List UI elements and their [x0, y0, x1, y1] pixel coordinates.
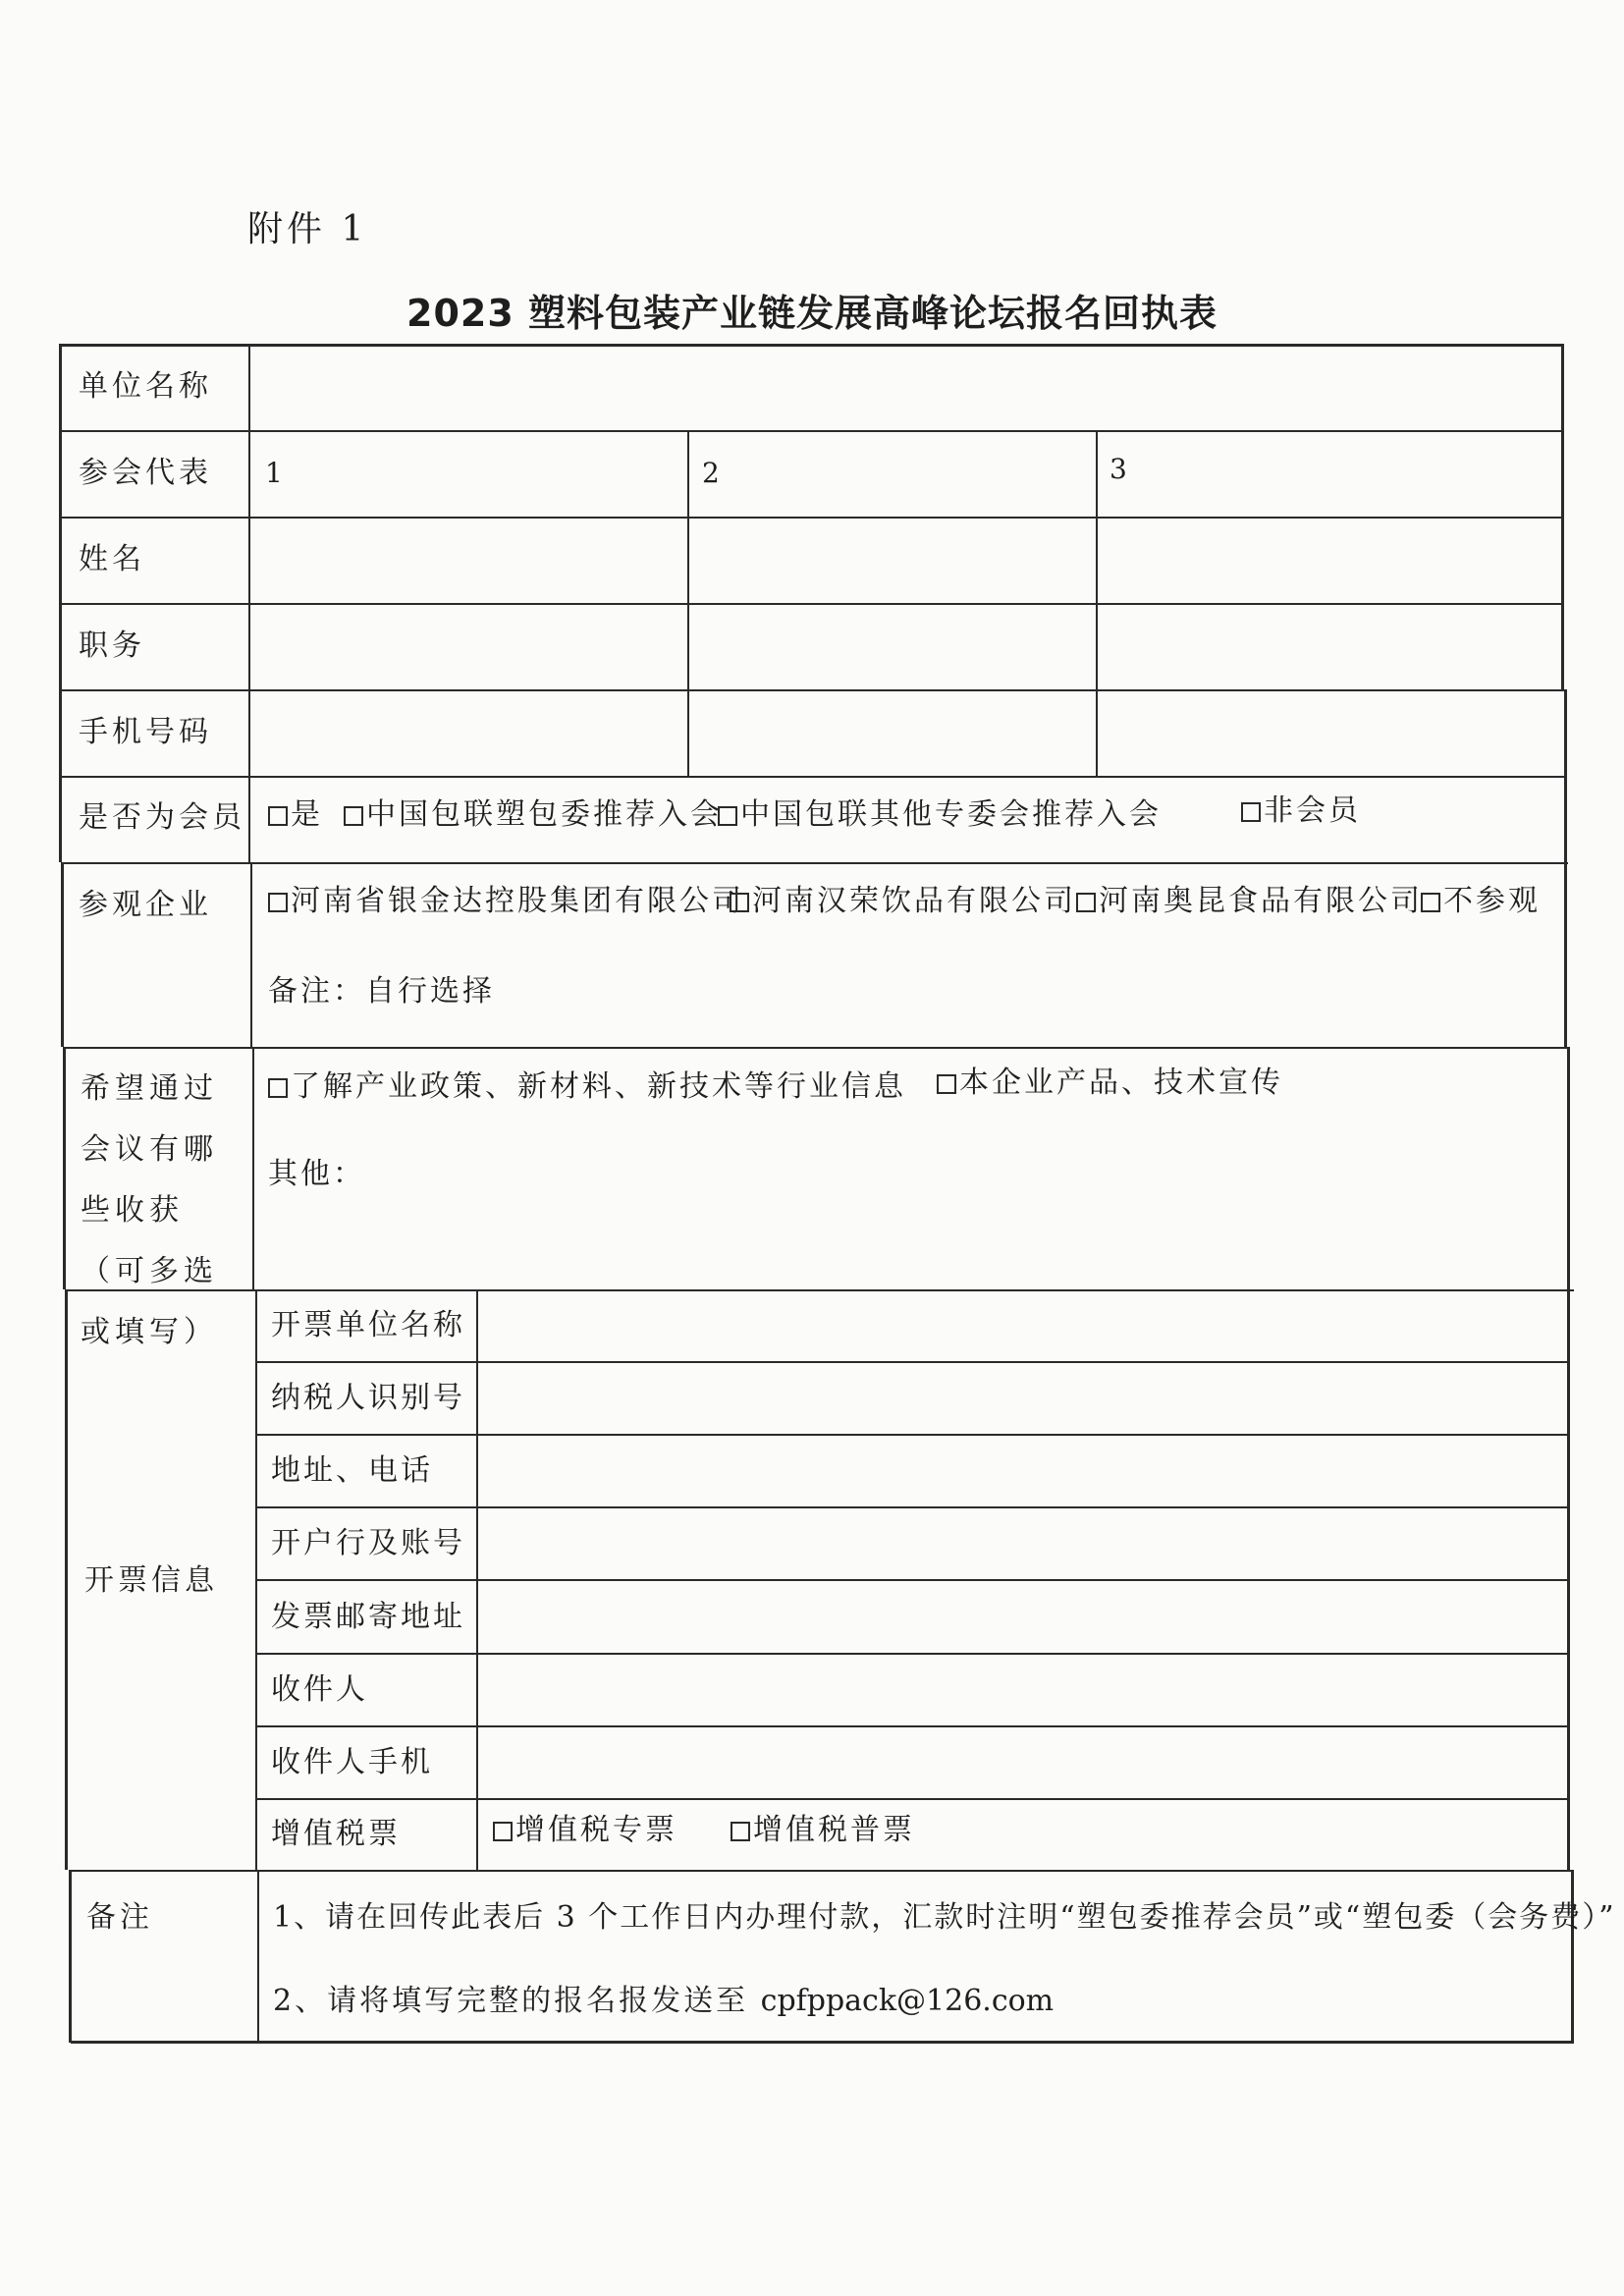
label-membership: 是否为会员 [79, 800, 245, 835]
mobile-field-3[interactable] [1099, 691, 1560, 775]
invoice-label-mailing-address: 发票邮寄地址 [271, 1600, 465, 1634]
invoice-label-vat: 增值税票 [271, 1817, 401, 1851]
checkbox-icon [344, 806, 363, 826]
name-field-3[interactable] [1099, 519, 1560, 602]
checkbox-icon [493, 1822, 513, 1841]
name-field-2[interactable] [690, 519, 1095, 602]
invoice-label-recipient: 收件人 [271, 1672, 368, 1707]
invoice-label-company: 开票单位名称 [271, 1308, 465, 1342]
invoice-bank-account-field[interactable] [479, 1509, 1565, 1578]
invoice-label-bank-account: 开户行及账号 [271, 1526, 465, 1560]
label-remarks: 备注 [86, 1900, 153, 1935]
visit-option-aokun[interactable]: 河南奥昆食品有限公司 [1076, 882, 1423, 921]
gains-option-industry-info[interactable]: 了解产业政策、新材料、新技术等行业信息 [268, 1067, 906, 1107]
vat-option-general[interactable]: 增值税普票 [731, 1811, 915, 1850]
checkbox-icon [268, 893, 288, 912]
name-field-1[interactable] [251, 519, 686, 602]
label-gains: 希望通过会议有哪些收获（可多选或填写） [81, 1071, 218, 1349]
gains-option-promotion[interactable]: 本企业产品、技术宣传 [937, 1064, 1283, 1103]
invoice-label-address-phone: 地址、电话 [271, 1453, 433, 1488]
remarks-line-1: 1、请在回传此表后 3 个工作日内办理付款，汇款时注明“塑包委推荐会员”或“塑包委（会务费）” [273, 1900, 1616, 1935]
visit-option-none[interactable]: 不参观 [1421, 882, 1541, 921]
vat-option-special[interactable]: 增值税专票 [493, 1811, 677, 1850]
invoice-label-tax-id: 纳税人识别号 [271, 1381, 465, 1415]
rep-number-2: 2 [702, 457, 720, 489]
position-field-3[interactable] [1099, 605, 1560, 688]
checkbox-icon [1241, 802, 1261, 822]
label-visit: 参观企业 [79, 888, 212, 922]
checkbox-icon [730, 893, 749, 912]
remarks-line-2: 2、请将填写完整的报名报发送至 cpfppack@126.com [273, 1984, 1055, 2018]
visit-option-hanrong[interactable]: 河南汉荣饮品有限公司 [730, 882, 1076, 921]
invoice-recipient-field[interactable] [479, 1656, 1565, 1724]
visit-note: 备注：自行选择 [268, 974, 495, 1009]
registration-table [59, 344, 1616, 2043]
label-position: 职务 [79, 629, 145, 663]
invoice-tax-id-field[interactable] [479, 1364, 1565, 1433]
checkbox-icon [1421, 893, 1440, 912]
checkbox-icon [268, 806, 288, 826]
label-invoice: 开票信息 [84, 1563, 218, 1598]
rep-number-1: 1 [265, 457, 283, 489]
form-title: 2023 塑料包装产业链发展高峰论坛报名回执表 [406, 292, 1218, 335]
label-name: 姓名 [79, 542, 145, 576]
label-unit-name: 单位名称 [79, 369, 212, 404]
gains-other-field[interactable] [383, 1139, 1551, 1277]
invoice-recipient-mobile-field[interactable] [479, 1728, 1565, 1797]
checkbox-icon [937, 1074, 956, 1094]
position-field-2[interactable] [690, 605, 1095, 688]
position-field-1[interactable] [251, 605, 686, 688]
membership-option-non-member[interactable]: 非会员 [1241, 792, 1361, 831]
visit-option-yinjinda[interactable]: 河南省银金达控股集团有限公司 [268, 882, 744, 921]
invoice-label-recipient-mobile: 收件人手机 [271, 1745, 433, 1779]
checkbox-icon [718, 806, 737, 826]
label-mobile: 手机号码 [79, 715, 212, 749]
membership-option-yes[interactable]: 是 [268, 795, 323, 835]
attachment-label: 附件 1 [247, 209, 368, 249]
rep-number-3: 3 [1110, 453, 1127, 485]
mobile-field-2[interactable] [690, 691, 1095, 775]
invoice-address-phone-field[interactable] [479, 1437, 1565, 1505]
invoice-company-field[interactable] [479, 1291, 1565, 1360]
email-address: cpfppack@126.com [760, 1984, 1055, 2018]
membership-option-other-committee[interactable]: 中国包联其他专委会推荐入会 [718, 795, 1162, 835]
mobile-field-1[interactable] [251, 691, 686, 775]
checkbox-icon [268, 1078, 288, 1098]
invoice-mailing-address-field[interactable] [479, 1582, 1565, 1651]
unit-name-field[interactable] [251, 346, 1560, 429]
checkbox-icon [731, 1822, 750, 1841]
gains-other-label: 其他： [268, 1157, 365, 1191]
membership-option-packaging-committee[interactable]: 中国包联塑包委推荐入会 [344, 795, 723, 835]
label-representatives: 参会代表 [79, 456, 212, 490]
checkbox-icon [1076, 893, 1096, 912]
